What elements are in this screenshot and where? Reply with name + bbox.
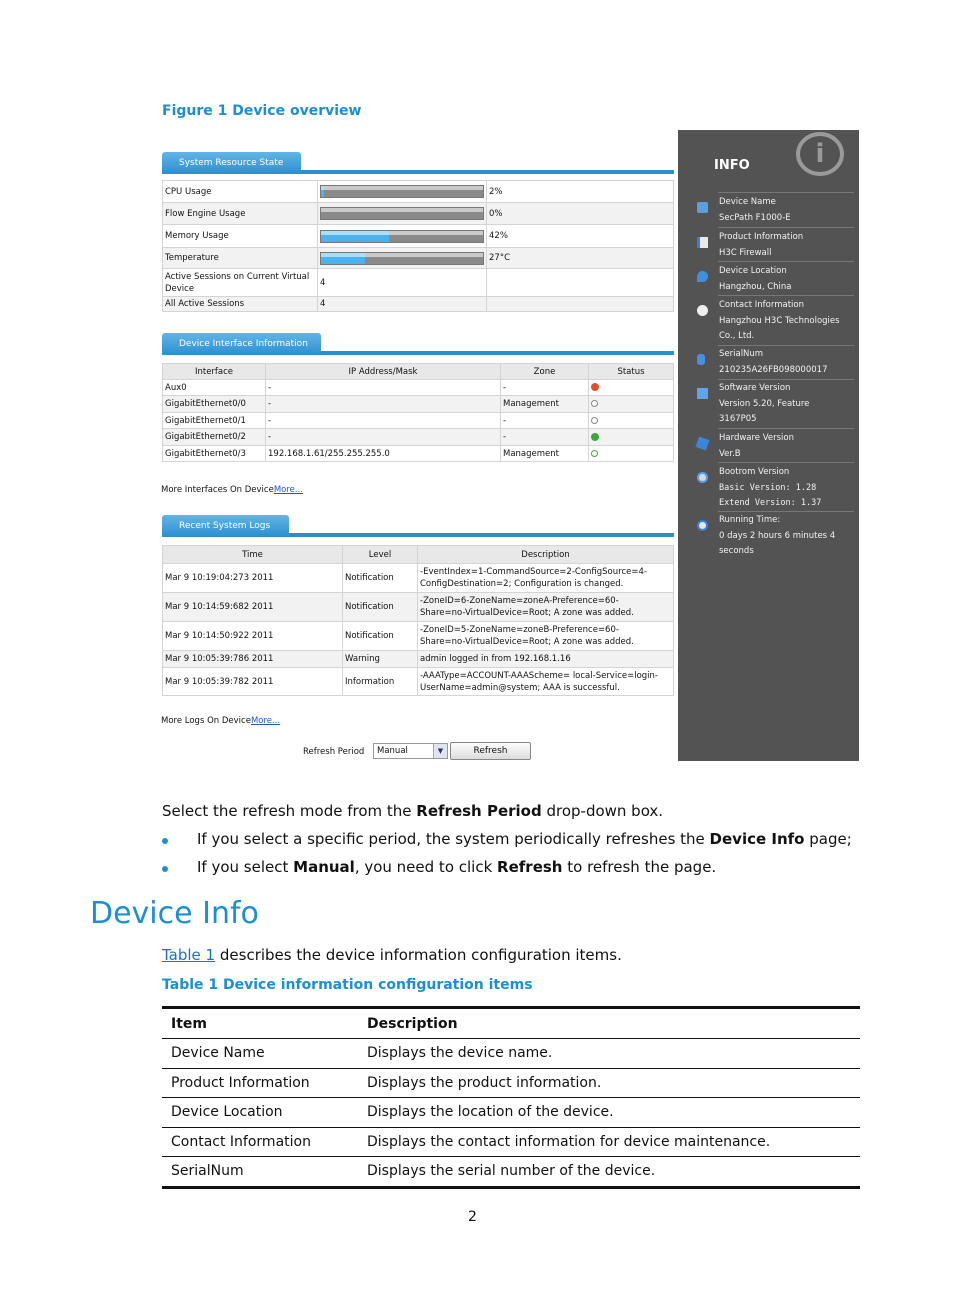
logs-table [162, 545, 674, 696]
bullet-icon [162, 838, 168, 844]
info-label: Product Information [719, 232, 804, 242]
temperature-bar [318, 248, 487, 269]
text: , you need to click [354, 858, 498, 876]
log-desc-line: -EventIndex=1-CommandSource=2-ConfigSource=4- [420, 567, 647, 577]
info-label: Hardware Version [719, 433, 794, 443]
product-icon [697, 237, 708, 248]
empty-cell [487, 269, 674, 297]
empty-cell [487, 297, 674, 312]
description-cell: Displays the serial number of the device. [358, 1157, 860, 1188]
log-desc-line: -ZoneID=6-ZoneName=zoneA-Preference=60- [420, 596, 619, 606]
more-interfaces-line [161, 485, 303, 495]
log-description [418, 593, 674, 622]
section-divider [301, 170, 674, 174]
info-value: H3C Firewall [719, 247, 772, 258]
resource-label: All Active Sessions [163, 297, 318, 312]
table-row [162, 1039, 860, 1069]
bold-text: Refresh Period [416, 802, 542, 820]
status-cell [589, 380, 674, 396]
table-row [162, 1127, 860, 1157]
table-link[interactable]: Table 1 [162, 946, 216, 964]
info-label: Contact Information [719, 300, 804, 310]
refresh-period-label: Refresh Period [303, 747, 365, 757]
status-up-icon [591, 433, 599, 441]
item-cell: Device Name [162, 1039, 358, 1069]
log-level: Notification [343, 622, 418, 651]
log-level: Warning [343, 651, 418, 668]
serial-icon [697, 354, 705, 365]
table-row [163, 181, 674, 203]
table-row [162, 1098, 860, 1128]
interface-table [162, 363, 674, 462]
info-value: Co., Ltd. [719, 331, 755, 341]
info-panel [678, 130, 859, 761]
memory-usage-bar [318, 225, 487, 248]
resource-value: 4 [318, 269, 487, 297]
table-row [163, 651, 674, 668]
interface-zone: Management [501, 446, 589, 462]
table-header-row [163, 364, 674, 380]
interface-ip: - [266, 396, 501, 413]
description-cell: Displays the contact information for device maintenance. [358, 1127, 860, 1157]
divider [718, 261, 854, 262]
more-logs-link[interactable]: More... [250, 716, 281, 726]
table-row [163, 396, 674, 413]
info-value: 210235A26FB098000017 [719, 364, 828, 375]
resource-label: Flow Engine Usage [163, 203, 318, 225]
info-label: Device Location [719, 266, 787, 276]
log-time: Mar 9 10:05:39:786 2011 [163, 651, 343, 668]
info-value: 0 days 2 hours 6 minutes 4 [719, 530, 836, 541]
refresh-period-value: Manual [377, 746, 408, 756]
column-header: Description [358, 1008, 860, 1039]
refresh-button[interactable]: Refresh [450, 742, 531, 760]
table-row [163, 380, 674, 396]
status-cell [589, 396, 674, 413]
flow-engine-usage-bar [318, 203, 487, 225]
section-title: Device Info [90, 896, 259, 931]
interface-zone: - [501, 429, 589, 446]
resource-label: Memory Usage [163, 225, 318, 248]
chevron-down-icon[interactable]: ▼ [433, 744, 447, 758]
info-label: Software Version [719, 383, 791, 393]
resource-value: 2% [487, 181, 674, 203]
interface-ip: 192.168.1.61/255.255.255.0 [266, 446, 501, 462]
item-cell: Contact Information [162, 1127, 358, 1157]
status-down-icon [591, 383, 599, 391]
text: to refresh the page. [562, 858, 717, 876]
table-row [163, 297, 674, 312]
text: drop-down box. [541, 802, 664, 820]
column-header: IP Address/Mask [266, 364, 501, 380]
info-value: 3167P05 [719, 414, 757, 424]
info-label: Bootrom Version [719, 467, 790, 477]
table-row [163, 413, 674, 429]
interface-zone: - [501, 413, 589, 429]
figure-caption: Figure 1 Device overview [162, 103, 362, 119]
section-divider [321, 351, 674, 355]
bullet-icon [162, 866, 168, 872]
tab-system-resource[interactable]: System Resource State [162, 152, 301, 174]
status-up-icon [591, 450, 598, 457]
more-interfaces-label: More Interfaces On Device [161, 485, 274, 495]
item-cell: Product Information [162, 1068, 358, 1098]
software-icon [697, 388, 708, 399]
column-header: Status [589, 364, 674, 380]
device-overview-screenshot [160, 130, 859, 761]
info-value: Ver.B [719, 448, 741, 459]
log-time: Mar 9 10:14:59:682 2011 [163, 593, 343, 622]
status-cell [589, 429, 674, 446]
section-divider [289, 533, 674, 537]
log-level: Notification [343, 593, 418, 622]
resource-label: Active Sessions on Current Virtual Device [163, 269, 318, 297]
interface-name: GigabitEthernet0/2 [163, 429, 266, 446]
text: page; [804, 830, 852, 848]
bullet-item-1 [197, 830, 852, 848]
bold-text: Manual [293, 858, 355, 876]
info-title: INFO [714, 158, 750, 173]
log-description [418, 564, 674, 593]
system-resource-table [162, 180, 674, 312]
status-cell [589, 446, 674, 462]
divider [718, 462, 854, 463]
divider [718, 428, 854, 429]
intro-paragraph [162, 802, 663, 820]
table-row [163, 248, 674, 269]
column-header: Zone [501, 364, 589, 380]
log-description: admin logged in from 192.168.1.16 [418, 651, 674, 668]
table-row [163, 446, 674, 462]
column-header: Description [418, 546, 674, 564]
table-header-row [162, 1008, 860, 1039]
table-row [163, 269, 674, 297]
item-cell: SerialNum [162, 1157, 358, 1188]
text: Select the refresh mode from the [162, 802, 417, 820]
description-cell: Displays the product information. [358, 1068, 860, 1098]
info-value: seconds [719, 546, 754, 556]
table-row [163, 593, 674, 622]
page-number: 2 [468, 1209, 477, 1225]
interface-ip: - [266, 429, 501, 446]
status-cell [589, 413, 674, 429]
interface-ip: - [266, 380, 501, 396]
column-header: Item [162, 1008, 358, 1039]
column-header: Interface [163, 364, 266, 380]
table-row [163, 225, 674, 248]
log-time: Mar 9 10:14:50:922 2011 [163, 622, 343, 651]
info-label: SerialNum [719, 349, 764, 359]
log-desc-line: UserName=admin@system; AAA is successful. [420, 682, 620, 693]
table-intro [162, 946, 622, 964]
log-desc-line: Share=no-VirtualDevice=Root; A zone was added. [420, 637, 634, 647]
log-description [418, 622, 674, 651]
item-cell: Device Location [162, 1098, 358, 1128]
bold-text: Refresh [497, 858, 563, 876]
location-icon [697, 271, 708, 282]
cpu-usage-bar [318, 181, 487, 203]
text: If you select a specific period, the system periodically refreshes the [197, 830, 710, 848]
description-cell: Displays the device name. [358, 1039, 860, 1069]
table-row [163, 668, 674, 696]
text: If you select [197, 858, 294, 876]
table-caption: Table 1 Device information configuration items [162, 977, 533, 993]
info-value: Hangzhou, China [719, 281, 792, 292]
column-header: Time [163, 546, 343, 564]
more-interfaces-link[interactable]: More... [273, 485, 303, 495]
log-time: Mar 9 10:19:04:273 2011 [163, 564, 343, 593]
interface-name: GigabitEthernet0/0 [163, 396, 266, 413]
resource-value: 42% [487, 225, 674, 248]
resource-value: 27°C [487, 248, 674, 269]
log-desc-line: ConfigDestination=2; Configuration is changed. [420, 579, 624, 589]
divider [718, 295, 854, 296]
interface-zone: - [501, 380, 589, 396]
info-label: Running Time: [719, 515, 781, 525]
interface-name: GigabitEthernet0/3 [163, 446, 266, 462]
table-row [163, 622, 674, 651]
more-logs-line [161, 716, 280, 726]
bootrom-icon [697, 472, 708, 483]
contact-icon [697, 305, 708, 316]
clock-icon [697, 520, 708, 531]
bold-text: Device Info [709, 830, 805, 848]
description-cell: Displays the location of the device. [358, 1098, 860, 1128]
hardware-icon [695, 436, 709, 450]
refresh-period-select[interactable] [373, 743, 448, 759]
divider [718, 192, 854, 193]
tab-recent-logs[interactable]: Recent System Logs [162, 515, 289, 537]
table-row [163, 564, 674, 593]
divider [718, 511, 854, 512]
resource-value: 4 [318, 297, 487, 312]
log-desc-line: -ZoneID=5-ZoneName=zoneB-Preference=60- [420, 625, 619, 635]
resource-label: CPU Usage [163, 181, 318, 203]
info-value: Hangzhou H3C Technologies [719, 315, 840, 326]
device-icon [697, 202, 708, 213]
interface-ip: - [266, 413, 501, 429]
log-time: Mar 9 10:05:39:782 2011 [163, 668, 343, 696]
bullet-item-2 [197, 858, 716, 876]
info-value: Extend Version: 1.37 [719, 498, 822, 508]
text: describes the device information configuration items. [215, 946, 622, 964]
info-value: Version 5.20, Feature [719, 398, 810, 409]
table-row [162, 1157, 860, 1188]
resource-value: 0% [487, 203, 674, 225]
divider [718, 227, 854, 228]
more-logs-label: More Logs On Device [161, 716, 251, 726]
log-level: Information [343, 668, 418, 696]
tab-device-interface[interactable]: Device Interface Information [162, 333, 321, 355]
table-header-row [163, 546, 674, 564]
log-description [418, 668, 674, 696]
table-row [163, 203, 674, 225]
log-level: Notification [343, 564, 418, 593]
table-row [163, 429, 674, 446]
log-desc-line: Share=no-VirtualDevice=Root; A zone was added. [420, 608, 634, 618]
info-icon: i [796, 132, 844, 176]
interface-name: GigabitEthernet0/1 [163, 413, 266, 429]
interface-zone: Management [501, 396, 589, 413]
interface-name: Aux0 [163, 380, 266, 396]
info-value: Basic Version: 1.28 [719, 482, 817, 493]
column-header: Level [343, 546, 418, 564]
divider [718, 345, 854, 346]
log-desc-line: -AAAType=ACCOUNT-AAAScheme= local-Service=login- [420, 670, 658, 681]
info-value: SecPath F1000-E [719, 212, 791, 223]
info-label: Device Name [719, 197, 776, 207]
divider [718, 379, 854, 380]
table-row [162, 1068, 860, 1098]
status-idle-icon [591, 400, 598, 407]
resource-label: Temperature [163, 248, 318, 269]
status-idle-icon [591, 417, 598, 424]
device-info-table [162, 1006, 860, 1189]
